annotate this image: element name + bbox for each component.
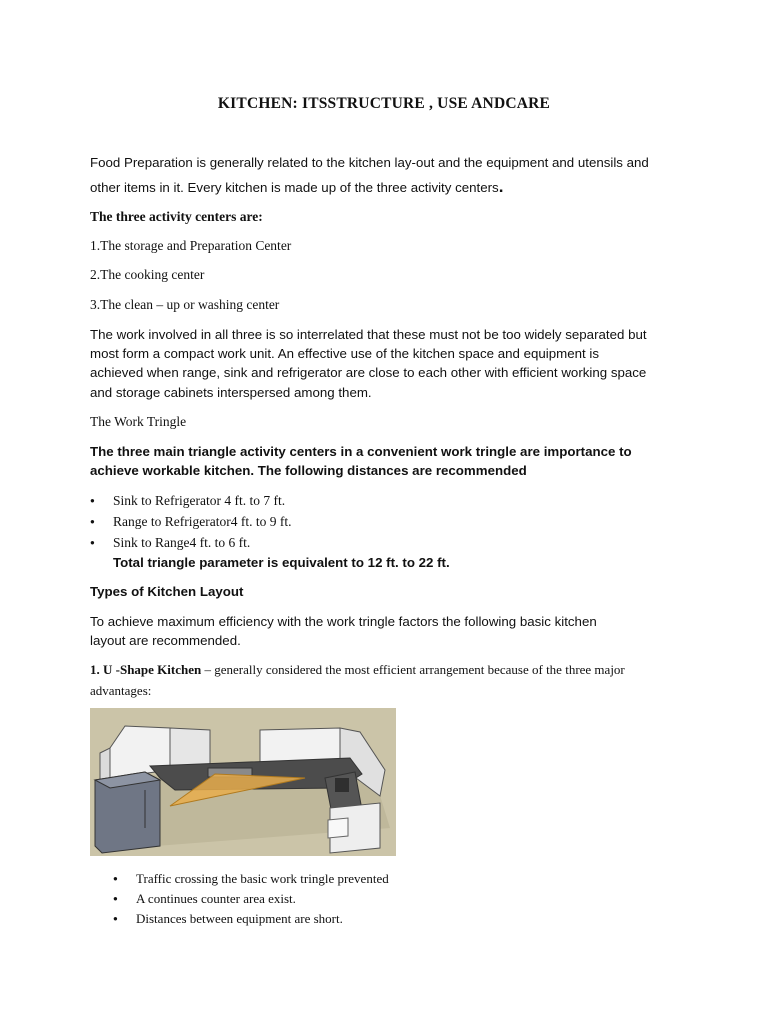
distance-text: Sink to Refrigerator 4 ft. to 7 ft. <box>113 493 286 508</box>
bullet-icon: ● <box>90 496 95 505</box>
distance-text: Sink to Range4 ft. to 6 ft. <box>113 535 251 550</box>
page-title: KITCHEN: ITSSTRUCTURE , USE ANDCARE <box>217 95 551 112</box>
triangle-heading: The Work Tringle <box>90 414 187 429</box>
bullet-icon: ● <box>90 538 95 547</box>
total-parameter: Total triangle parameter is equivalent to 12 ft. to 22 ft. <box>113 555 450 570</box>
ushape-text: generally considered the most efficient arrangement because of the three major <box>214 662 625 677</box>
intro-line-2 <box>90 177 503 197</box>
activity-item-1: 1.The storage and Preparation Center <box>90 238 292 253</box>
triangle-bold-line-2: achieve workable kitchen. The following distances are recommended <box>90 463 527 478</box>
activity-heading: The three activity centers are: <box>90 209 263 224</box>
work-paragraph-line-3: achieved when range, sink and refrigerator are close to each other with efficient working space <box>90 365 647 380</box>
distance-item-1 <box>90 493 285 509</box>
work-paragraph-line-1: The work involved in all three is so interrelated that these must not be too widely separated but <box>90 327 647 342</box>
ushape-dash: – <box>201 662 215 677</box>
advantage-text: A continues counter area exist. <box>136 891 296 906</box>
advantage-text: Distances between equipment are short. <box>136 911 343 926</box>
bullet-icon: ● <box>113 874 118 883</box>
work-paragraph-line-2: most form a compact work unit. An effective use of the kitchen space and equipment is <box>90 346 599 361</box>
bullet-icon: ● <box>113 914 118 923</box>
activity-item-2: 2.The cooking center <box>90 267 205 282</box>
intro-period: . <box>498 177 504 196</box>
ushape-line-1 <box>90 662 625 678</box>
intro-line-1: Food Preparation is generally related to the kitchen lay-out and the equipment and utensils and <box>90 155 649 170</box>
layout-heading: Types of Kitchen Layout <box>90 584 244 599</box>
advantage-text: Traffic crossing the basic work tringle prevented <box>136 871 389 886</box>
intro-line-2-text: other items in it. Every kitchen is made up of the three activity centers <box>90 180 499 195</box>
advantage-item-2 <box>113 891 296 907</box>
bullet-icon: ● <box>90 517 95 526</box>
work-paragraph-line-4: and storage cabinets interspersed among them. <box>90 385 372 400</box>
bullet-icon: ● <box>113 894 118 903</box>
distance-text: Range to Refrigerator4 ft. to 9 ft. <box>113 514 292 529</box>
kitchen-3d-drawing <box>90 708 396 856</box>
ushape-label: 1. U -Shape Kitchen <box>90 662 202 677</box>
distance-item-2 <box>90 514 291 530</box>
advantage-item-1 <box>113 871 389 887</box>
triangle-bold-line-1: The three main triangle activity centers in a convenient work tringle are importance to <box>90 444 632 459</box>
u-shape-kitchen-illustration <box>90 708 396 856</box>
layout-paragraph-line-1: To achieve maximum efficiency with the work tringle factors the following basic kitchen <box>90 614 597 629</box>
activity-item-3: 3.The clean – up or washing center <box>90 297 280 312</box>
distance-item-3 <box>90 535 250 551</box>
ushape-line-2: advantages: <box>90 683 152 698</box>
layout-paragraph-line-2: layout are recommended. <box>90 633 241 648</box>
advantage-item-3 <box>113 911 343 927</box>
